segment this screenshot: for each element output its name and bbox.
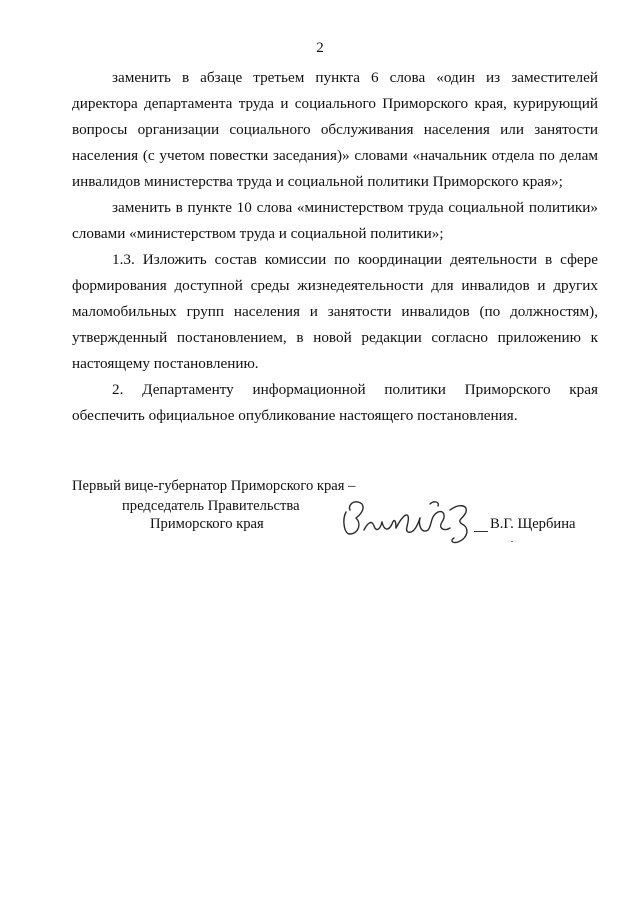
handwritten-signature bbox=[334, 490, 494, 546]
signatory-name: В.Г. Щербина bbox=[490, 516, 576, 532]
signature-block bbox=[72, 476, 598, 546]
paragraph-amend-clause-6: заменить в абзаце третьем пункта 6 слова «один из заместителей директора департамента труда и социального Приморского края, курирующий вопросы организации социального обслуживания населения или занятости населения (с учетом повестки заседания)» словами «начальник отдела по делам инвалидов министерства труда и социальной политики Приморского края»; bbox=[72, 69, 598, 190]
paragraph-item-1-3: 1.3. Изложить состав комиссии по координации деятельности в сфере формирования доступной среды жизнедеятельности для инвалидов и других маломобильных групп населения и занятости инвалидов (по должностям), утвержденный постановлением, в новой редакции согласно приложению к настоящему постановлению. bbox=[72, 251, 598, 372]
document-body bbox=[72, 65, 598, 429]
paragraph-amend-clause-10: заменить в пункте 10 слова «министерством труда социальной политики» словами «министерством труда и социальной политики»; bbox=[72, 199, 598, 242]
scan-mark bbox=[511, 541, 513, 542]
signature-underline bbox=[474, 531, 488, 532]
page-number: 2 bbox=[316, 40, 324, 56]
paragraph-item-2: 2. Департаменту информационной политики Приморского края обеспечить официальное опубликование настоящего постановления. bbox=[72, 381, 598, 424]
signatory-title-line-1: Первый вице-губернатор Приморского края – bbox=[72, 478, 356, 494]
signatory-title-line-3: Приморского края bbox=[150, 516, 264, 532]
signatory-title-line-2: председатель Правительства bbox=[122, 498, 300, 514]
